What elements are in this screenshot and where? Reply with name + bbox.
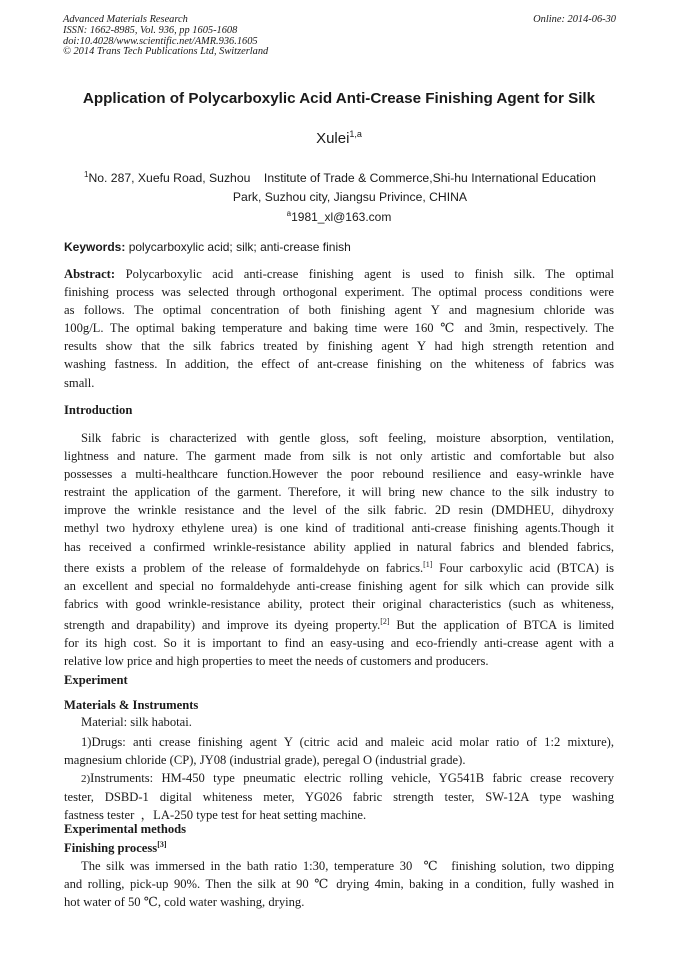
- author-sup: 1,a: [349, 129, 362, 139]
- intro-line: methyl two hydroxy ethylene urea) is one kind of traditional anti-crease finishing agents.Though it: [64, 521, 614, 536]
- keywords: [64, 240, 614, 254]
- author-name: Xulei: [316, 130, 350, 147]
- abstract-line: small.: [64, 375, 95, 390]
- abstract-line: 100g/L. The optimal baking temperature and baking time were 160 ℃ and 3min, respectively. The: [64, 321, 614, 336]
- subheading-methods: Experimental methods: [64, 822, 187, 836]
- instruments-line: fastness tester ，LA-250 type test for heat setting machine.: [64, 808, 367, 823]
- email-sup: a: [286, 209, 292, 218]
- online-date: Online: 2014-06-30: [533, 14, 616, 25]
- drugs-line: magnesium chloride (CP), JY08 (industrial grade), peregal O (industrial grade).: [64, 753, 466, 768]
- keywords-label: Keywords:: [64, 240, 126, 254]
- affiliation-line-1-text: No. 287, Xuefu Road, Suzhou Institute of Trade & Commerce,Shi-hu International Education: [88, 171, 596, 185]
- introduction-body: [64, 429, 614, 670]
- journal-header: [63, 15, 403, 58]
- abstract-line: Abstract: Polycarboxylic acid anti-crease finishing agent is used to finish silk. The optimal: [64, 267, 614, 281]
- journal-doi: doi:10.4028/www.scientific.net/AMR.936.1605: [63, 35, 258, 47]
- intro-line: has received a confirmed wrinkle-resistance ability applied in natural fabrics and blended fabrics,: [64, 539, 614, 554]
- intro-line: relative low price and high properties to meet the needs of customers and producers.: [64, 654, 489, 669]
- section-heading-experiment: Experiment: [64, 673, 128, 687]
- drugs-line: 1)Drugs: anti crease finishing agent Y (citric acid and maleic acid molar ratio of 1:2 mixture),: [81, 735, 614, 749]
- finishing-line: The silk was immersed in the bath ratio 1:30, temperature 30 ℃ finishing solution, two dipping: [81, 859, 614, 873]
- abstract-line: washing fastness. In addition, the effect of ant-crease finishing on the whiteness of fabrics was: [64, 357, 614, 372]
- drugs-paragraph: [64, 733, 614, 769]
- instruments-paragraph: [64, 769, 614, 824]
- material-line: Material: silk habotai.: [81, 715, 192, 729]
- keywords-text: polycarboxylic acid; silk; anti-crease finish: [128, 240, 351, 254]
- email: [0, 209, 678, 224]
- abstract-line: results show that the silk fabrics treated by finishing agent Y had high strength retention and: [64, 339, 614, 354]
- journal-issn: ISSN: 1662-8985, Vol. 936, pp 1605-1608: [63, 24, 238, 36]
- finishing-line: and rolling, pick-up 90%. Then the silk at 90 ℃ drying 4min, baking in a condition, fully washed in: [64, 877, 614, 892]
- intro-line: possesses a multi-healthcare function.However the poor rebound resilience and easy-wrinkle have: [64, 467, 614, 482]
- intro-line: restraint the application of the garment. Therefore, it will bring new chance to the silk industry to: [64, 485, 614, 500]
- email-text: 1981_xl@163.com: [291, 210, 392, 224]
- intro-line: strength and drapability) and improve its dyeing property.[2] But the application of BTCA is limited: [64, 616, 614, 632]
- affiliation-line-1: [84, 166, 614, 188]
- finishing-line: hot water of 50 ℃, cold water washing, drying.: [64, 895, 305, 910]
- instruments-line: tester, DSBD-1 digital whiteness meter, YG026 fabric strength tester, SW-12A type washing: [64, 790, 614, 805]
- affiliation: [84, 166, 614, 206]
- finishing-paragraph: [64, 857, 614, 911]
- subheading-materials: Materials & Instruments: [64, 698, 199, 712]
- citation-3: [3]: [157, 840, 167, 849]
- abstract: [64, 265, 614, 392]
- author: [0, 129, 678, 147]
- intro-line: improve the wrinkle resistance and the level of the silk fabric. 2D resin (DMDHEU, dihydroxy: [64, 503, 614, 518]
- abstract-line: finishing process was selected through orthogonal experiment. The optimal process conditions were: [64, 285, 614, 300]
- abstract-line: as follows. The optimal concentration of both finishing agent Y and magnesium chloride was: [64, 303, 614, 318]
- section-heading-introduction: Introduction: [64, 403, 133, 417]
- citation-1: [1]: [423, 559, 433, 569]
- instruments-number: 2): [81, 773, 91, 785]
- affiliation-sup: 1: [84, 170, 89, 179]
- citation-2: [2]: [380, 616, 390, 626]
- subheading-finishing-process: Finishing process[3]: [64, 840, 167, 855]
- journal-name: Advanced Materials Research: [63, 14, 188, 25]
- intro-line: there exists a problem of the release of formaldehyde on fabrics.[1] Four carboxylic acid (BTCA) is: [64, 559, 614, 575]
- paper-title: Application of Polycarboxylic Acid Anti-Crease Finishing Agent for Silk: [82, 90, 596, 107]
- intro-line: fabrics with good wrinkle-resistance ability, protect their original characteristics (such as whiteness,: [64, 596, 614, 611]
- intro-line: Silk fabric is characterized with gentle gloss, soft feeling, moisture absorption, ventilation,: [81, 431, 614, 445]
- intro-line: for its high cost. So it is important to find an easy-using and eco-friendly anti-crease agent with a: [64, 636, 614, 651]
- journal-copyright: © 2014 Trans Tech Publications Ltd, Switzerland: [63, 46, 269, 58]
- affiliation-line-2: Park, Suzhou city, Jiangsu Privince, CHINA: [232, 189, 468, 204]
- intro-line: lightness and nature. The garment made from silk is not only artistic and comfortable but also: [64, 449, 614, 464]
- intro-line: an excellent and special no formaldehyde anti-crease finishing agent for silk which can provide silk: [64, 578, 614, 593]
- instruments-line: 2)Instruments: HM-450 type pneumatic electric rolling vehicle, YG541B fabric crease recovery: [81, 771, 614, 785]
- abstract-label: Abstract:: [64, 267, 116, 281]
